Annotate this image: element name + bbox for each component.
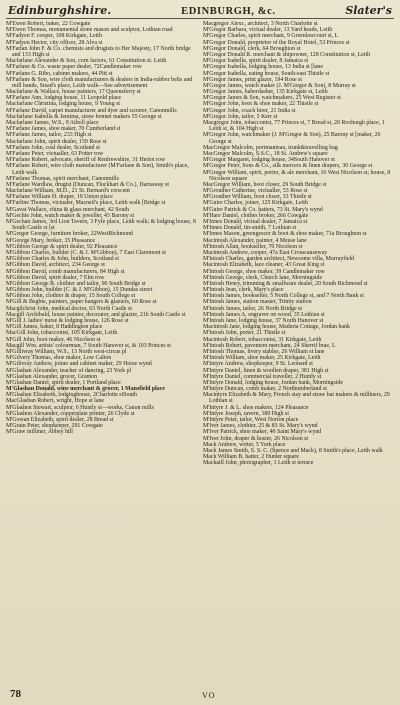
directory-entry: M'Gregor John, watchmaker (J. M'Gregor & Son), 25 Barony st [maker, 26 George st [203,132,381,145]
signature-mark: VO [202,691,216,700]
directory-entry: M'Gregor James & Son, watchmakers, 25 West Register st [203,95,341,102]
directory-entry: M'Guire Patrick & Co. hatters, 73 St. Mary's wynd [203,206,323,213]
directory-entry: M'Intyre J. & L. shoe makers, 124 Pleasance [203,404,309,411]
directory-entry: M'Intyre Daniel, linen & woollen draper, 381 High st [203,367,329,374]
directory-entry: M'Intyre Donald, lodging house, Jordan bank, Morningside [203,379,343,386]
directory-entry: Macintosh Alexander, painter, 4 Meuse lane [203,237,307,244]
directory-entry: M'Gregor George, furniture broker, 22WestRichmond [6,231,133,238]
directory-columns [6,21,394,685]
directory-entry: M'Innes Donald, victual dealer, 7 Jamaica st [203,219,308,225]
directory-entry: M'Gregor Donald, clerk, 64 Broughton st [203,45,301,52]
directory-entry: M'Innes Mason, greengrocer & boot & shoe maker, 71a Broughton st [203,231,367,238]
directory-entry: M'Gregor William, spirit, porter, & ale merchant, 16 West Nicolson st; house, 8 Nicolson square [203,169,391,182]
directory-entry: M'Gregor James, print glazer, 194 Rose st [203,76,302,83]
directory-entry: M'Gregor John, boot & shoe maker, 22 Thistle st [203,101,319,108]
directory-entry: M'Intosh John, porter, 21 Thistle st [203,330,286,337]
directory-entry: M'Farlan John F. & Co. chemists and drugists to Her Majesty, 17 North bridge and 133 High st [6,45,191,58]
directory-entry: MacGregor Malcolm, portmanteau, trunk&travelling bag [203,144,338,151]
directory-entry: M'Gibbon Charles, builder (C. & J. M'Gibbon), 7 East Claremont st [6,249,166,256]
directory-entry: Macintosh Robert, tobacconist, 31 Kirkgate, Leith [203,336,322,343]
directory-entry: M'Gibbon David, architect, 234 George st [6,262,105,269]
directory-entry: M'Farlane Peter, victualler, 63 Potter row [6,150,104,157]
directory-entry: M'Gregor Isabella, spirit dealer, 8 Jamaica st [203,58,309,65]
directory-entry: Macgill Archibald, house painter, decorator, and glazier, 21b South Castle st [6,311,186,318]
directory-entry: M'Farlane John, coal dealer, Scotland st [6,144,100,151]
town-heading: EDINBURGH, &c. [181,6,276,17]
directory-entry: M'Gregor Isabella, lodging house, 13 India st [lane [203,64,323,71]
directory-entry: M'Intosh Charles, garden architect, Newsome villa, Murrayfield [203,256,355,263]
left-column [6,21,197,685]
directory-entry: Macintyre Elizabeth & Mary, French stay and straw hat makers & milliners, 29 Lothian st [203,392,390,405]
directory-entry: M'Intosh James, tailor, 26 North Bridge st [203,305,302,312]
directory-entry: M'Glashan Donald, wine merchant & grocer, 1 Mansfield place [6,386,165,393]
page-number: 78 [10,688,21,700]
directory-entry: M'Intosh Robert, pavement merchant, 24 Sherrif brae, L [203,342,336,349]
directory-entry: Macgill Wm. artists' colourman, 7 South Hanover st, & 103 Princes st [6,342,171,349]
directory-entry: M'Gregor James, haberdasher, 135 Kirkgate st, Leith [203,89,328,96]
directory-entry: Macfarlane James, W.S., 9 Atholl place [6,120,99,126]
directory-entry: M'Gregor Donald, proprietor of the Royal Hotel, 53 Princes st [203,39,350,46]
directory-entry: M'Graw milliner, Abbey hill [6,429,73,436]
directory-entry: M'Grouther Catherine, victualler, 53 Rose st [203,188,308,195]
directory-entry: M'Intosh Henry, trimming & smallware dealer, 20 South Richmond st [203,280,368,287]
directory-entry: M'Intyre Duncan, comb maker, 2 Northumberland st [203,386,327,393]
directory-entry: M'Glashan Alexander, teacher of dancing, 23 York pl [6,367,132,374]
directory-entry: M'Gregor Charles, spirit merchant, 9 Greenlawcourt st, L [203,33,339,40]
directory-entry: M'Gill J. ladies' nurse & lodging house, 126 Rose st [6,318,129,324]
directory-entry: M'Intosh Jean, clerk, Mary's place [203,287,284,294]
directory-entry: M'Gechan James, 3rd Lion Tavern, 3 Fyfe place, Leith walk; & lodging house, 8 South Castle st [st [6,219,196,232]
directory-entry: M'Intosh James, bookseller, 5 North College st, and 7 North Bank st [203,293,364,300]
directory-entry: M'Intyre Andrew, shopkeeper, 9 St. Leonard st [203,361,313,368]
directory-entry: Macgilchrist John, medical doctor, 63 North Castle st [6,305,132,312]
directory-entry: M'Gilvery Thomas, shoe maker, Low Calton [6,355,112,362]
directory-entry: M'Grain Peter, shopkeeper, 291 Cowgate [6,423,103,430]
directory-entry: M'Ewen Thomas, monumental stone mason and sculptor, Lothian road [6,27,173,34]
directory-entry: M'Intosh William, shoe maker, 25 Kirkgate, Leith [203,355,321,362]
directory-entry: M'Glashon Alexander, copperplate printer, 26 Clyde st [6,410,135,417]
directory-entry: Macintosh Andrew, cooper, 47a East Crosscauseway [203,249,328,256]
directory-entry: M'Farlane Ann, lodging house, 11 Leopold place [6,95,122,102]
directory-entry: Macfarlane Alexander & Son, corn factors, 61 Constitution st. Leith [6,58,167,65]
directory-entry: M'Intyre Joseph, tavern, 180 High st [203,410,289,417]
directory-entry: M'Intosh Jane, lodging house, 37 North Hanover st [203,318,324,324]
directory-entry: M'Ewen Robert, baker, 22 Cowgate [6,21,91,27]
directory-entry: M'Farlane Thomas, spirit merchant, Canonmills [6,175,119,182]
directory-entry: Macfarlane Isabella & Jemima, straw bonnet makers 55 George st [6,113,162,120]
directory-entry: M'Gregor Donald R. merchant & shipowner, 128 Constitution st, Leith [203,51,371,58]
directory-entry: M'Intosh George, shoe maker, 39 Candlemaker row [203,268,325,275]
directory-entry: M'Grouther William, boot closer, 33 Thistle st [203,194,312,201]
directory-entry: M'Intosh James A. engraver on wood, 35 Lothian st [203,311,325,318]
directory-entry: M'Intyre Peter, tailor, West Norton place [203,417,299,423]
directory-entry: M'Gregor Peter, Sons & Co., silk mercers & linen drapers, 30 George st [203,163,373,170]
directory-entry: M'Gibbon John, builder (C. & J. M'Gibbon), 15 Dundas street [6,287,153,294]
directory-entry: M'Gibbon George R. clothier and tailor, 90 South Bridge st [6,280,146,287]
directory-entry: M'Glashan Daniel, spirit dealer, 1 Portland place [6,379,121,386]
directory-entry: M'Farlane Wardlaw, drugist (Duncan, Flockhart & Co.), Darnaway st [6,181,170,188]
page-header [6,4,394,19]
directory-entry: M'Innes Donald, tin-smith, 7 Lothian st [203,225,297,232]
directory-entry: M'Gregor Barbara, victual dealer, 13 Yard heads, Leith [203,27,333,34]
directory-entry: MacGregor Malcolm, S.S.C., 18 St. Andrew's square [203,150,328,157]
directory-entry: M'Gibbon David, comb manufacturers, 84 High st [6,268,125,275]
directory-entry: M'Farline Thomas, victualer, Macneil's place, Leith walk [Bridge st [6,200,166,207]
directory-entry: M'Gibbon George & spirit dealer, 92 Pleasance [6,243,118,250]
directory-entry: M'Gilivray Andrew, joiner and cabinet maker, 29 Horse wynd [6,361,152,368]
right-column [203,21,394,685]
directory-entry: M'Guire Charles, joiner, 125 Kirkgate, Leith [203,200,308,207]
directory-entry: M'Farlane & Co. waste paper dealer, 72Candlemaker row [6,64,142,71]
directory-entry: M'Glashan Alexander, grocer, Granton [6,373,98,380]
directory-entry: MacGregor William, boot closer, 29 South Bridge st [203,181,327,188]
directory-entry: MacGill John, tobacconist, 105 Kirkgate, Leith [6,330,118,337]
directory-entry: M'Gill James, baker, 8 Haddington place [6,324,103,331]
directory-entry: M'Farlane James, shoe maker, 70 Cumberland st [6,126,121,133]
directory-entry: M'Gill John, boot maker, 46 Nicolson st [6,336,101,343]
directory-entry: M'Intosh Thomas, livery stables, 26 William st lane [203,348,325,355]
directory-entry: Macfarlane William, M.D., 21 St. Bernard's crescent [6,188,130,195]
directory-entry: M'Fadyen Hector, city officer, 28 Alva st [6,39,103,46]
directory-entry: M'Farlane James, tailor, 233 High st [6,132,92,139]
directory-entry: M'Gillivray William, W.S., 13 North west-circus pl [6,348,127,355]
directory-entry: M'Gregor John, tailor, 5 Kerr st [203,113,278,120]
page-footer [6,685,394,705]
directory-entry: Mackaill John, photographer, 1 Leith st terrace [203,460,314,467]
directory-entry: Macfarlane Christina, lodging house, 9 Young st [6,101,121,108]
directory-entry: M'Iver Patrick, shoe maker, 40 Saint Mary's wynd [203,429,322,436]
directory-entry: M'Farlane G. Ribo, cabinet makers, 44 Pitt st [6,70,113,77]
directory-entry: M'Farlane & Son, wire cloth manufacturers & dealers in India-rubber belts and mill bands, Stead's place, Leith walk—See advertisement [6,76,193,89]
directory-entry: M'Gibbon David, spirit dealer, 7 Elm row [6,274,105,281]
directory-entry: M'Intosh Allan, bookseller, 70 Nicolson st [203,243,303,250]
directory-entry: M'Farlane David, carpet manufacturer and dyer and scourer, Canonmills [6,107,177,114]
directory-entry: Macfarlane John, spirit dealer, 159 Rose st [6,138,107,145]
directory-entry: M'Gregor Margaret, lodging house, 34South Hanover st [203,157,335,164]
directory-entry: Mack Andrew, writer, 5 York place [203,441,286,448]
directory-entry: M'Fadyen F. cooper, 108 Kirkgate, Leith [6,33,102,40]
directory-entry: M'Farlane Robert, wire cloth manufacturer (M'Farlane & Son), Smith's place, Leith walk [6,163,189,176]
directory-entry: Mack James Smith, S. S. C. (Spence and Mack), 8 Smith's place, Leith walk [203,447,383,454]
directory-entry: M'George Mary, broker, 35 Pleasance [6,237,95,244]
directory-entry: M'Gavat Wallace, china & glass merchant, 42 South [6,206,130,213]
directory-entry: M'Gibbon Charles & John, builders, Scotland st [6,256,119,263]
directory-entry: M'Farlane Robert, advocate, sheriff of Renfrewshire, 31 Heriot row [6,157,166,164]
directory-entry: M'Gregor Isabella, eating house, South-east Thistle st [203,70,330,77]
directory-entry: Macgregor Alexr., architect, 3 North Charlotte st [203,21,318,27]
directory-entry: M'Gechie John, watch maker & jeweller, 43 Barony st [6,212,135,219]
directory-entry: Macgregor John, tobacconist, 77 Princes st, 7 Bread st, 20 Roxburgh place, 1 Leith st, & 104 High st [203,120,385,133]
directory-entry: Macintosh Elizabeth, lace cleaner, 43 Great King st [203,262,325,269]
directory-entry: Macintosh Jane, lodging house, Maderia Cottage, Jordan bank [203,324,350,331]
directory-entry: M'Glashen Stewart, sculptor, 6 Huntly st—works, Canon mills [6,404,154,411]
directory-entry: M'Gill & Begbie, painters, paper hangers & glaziers, 60 Rose st [6,299,157,306]
publisher-heading: Slater's [345,4,392,17]
county-heading: Edinburghshire. [8,4,112,17]
directory-entry: M'Gowan Elizabeth, spirit dealer, 28 Bread st [6,417,114,423]
directory-entry: Mack William B. hatter, 2 Hunter square [203,454,299,461]
directory-entry: M'Iver John, draper & hosier, 26 Nicolson st [203,435,309,442]
directory-entry: M'Intosh James, station master, Trinity station [203,299,312,306]
directory-entry: MacGlashan Robert, wright, Hope st lane [6,398,104,405]
directory-entry: M'Gregor John, coach hirer, 21 India st [203,107,296,114]
directory-entry: M'Gibbon John, clothier & draper, 15 South College st [6,293,136,300]
directory-entry: M'Intosh George, clerk, Church lane, Morningside [203,274,323,281]
directory-entry: M'Gregor James, watch maker (J. M'Gregor & Son), 8 Murray st [203,82,356,89]
directory-entry: M'Glashan Elizabeth, lodginghouse, 2Charlotte stSouth [6,392,137,399]
directory-entry: M'Hare Daniel, clothes broker, 266 Cowgate [203,212,309,219]
directory-entry: M'Farlane William H. draper, 19 Union place [6,194,113,201]
directory-entry: M'Iver James, clothier, 25 & 83 St. Mary's wynd [203,423,318,430]
directory-entry: Macfarlane & Wallace, house painters, 17 Queensferry st [6,89,141,96]
directory-entry: M'Intyre Daniel, commercial traveller, 2 Huntly st [203,373,322,380]
